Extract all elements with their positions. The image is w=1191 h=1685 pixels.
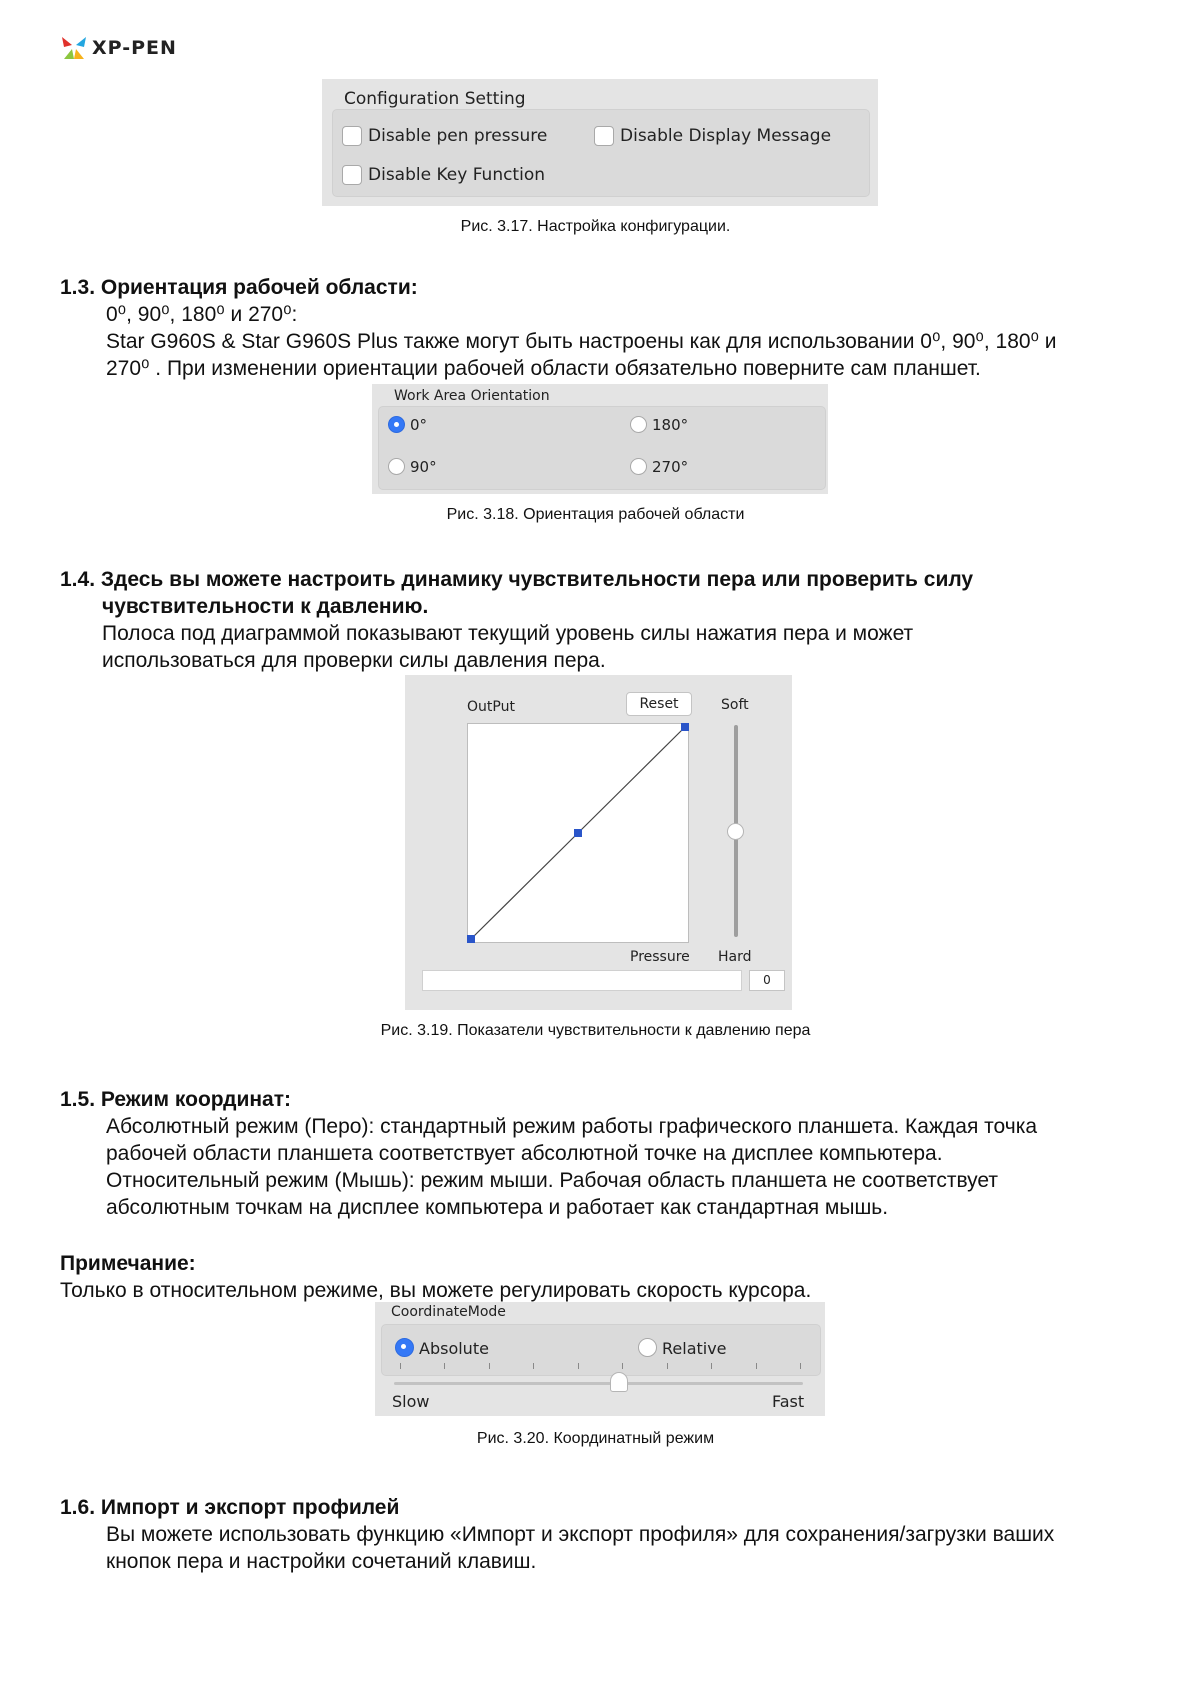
section-1-3-line-1: 0⁰, 90⁰, 180⁰ и 270⁰: xyxy=(106,303,298,326)
note-heading: Примечание: xyxy=(60,1252,196,1275)
hard-label: Hard xyxy=(718,949,752,965)
relative-mode-label[interactable]: Relative xyxy=(662,1339,727,1358)
section-1-4-line-2: использоваться для проверки силы давления пера. xyxy=(102,649,606,672)
disable-key-function-label[interactable]: Disable Key Function xyxy=(368,165,545,185)
caption-fig-3-19: Рис. 3.19. Показатели чувствительности к давлению пера xyxy=(380,1022,811,1039)
section-1-5-line-2: рабочей области планшета соответствует абсолютной точке на дисплее компьютера. xyxy=(106,1142,943,1165)
orientation-180-radio[interactable] xyxy=(630,416,647,433)
caption-fig-3-17: Рис. 3.17. Настройка конфигурации. xyxy=(460,218,731,235)
orientation-270-radio[interactable] xyxy=(630,458,647,475)
orientation-title: Work Area Orientation xyxy=(394,388,550,404)
pressure-axis-label: Pressure xyxy=(630,949,690,965)
speed-tick-mark xyxy=(400,1363,401,1369)
speed-tick-mark xyxy=(578,1363,579,1369)
pressure-sensitivity-panel xyxy=(405,675,792,1010)
orientation-0-radio[interactable] xyxy=(388,416,405,433)
work-area-orientation-panel xyxy=(372,384,828,494)
orientation-90-radio[interactable] xyxy=(388,458,405,475)
section-1-3-heading: 1.3. Ориентация рабочей области: xyxy=(60,276,418,299)
speed-tick-mark xyxy=(533,1363,534,1369)
speed-tick-mark xyxy=(667,1363,668,1369)
speed-tick-mark xyxy=(756,1363,757,1369)
section-1-6-line-1: Вы можете использовать функцию «Импорт и экспорт профиля» для сохранения/загрузки ваших xyxy=(106,1523,1055,1546)
coordinate-mode-panel xyxy=(375,1302,825,1416)
section-1-6-heading: 1.6. Импорт и экспорт профилей xyxy=(60,1496,400,1519)
relative-mode-radio[interactable] xyxy=(638,1338,657,1357)
speed-slider-track[interactable] xyxy=(394,1382,803,1385)
caption-fig-3-20: Рис. 3.20. Координатный режим xyxy=(476,1430,715,1447)
orientation-90-label[interactable]: 90° xyxy=(410,458,437,476)
section-1-4-line-1: Полоса под диаграммой показывают текущий уровень силы нажатия пера и может xyxy=(102,622,914,645)
pressure-curve-chart[interactable] xyxy=(467,723,689,943)
speed-tick-mark xyxy=(489,1363,490,1369)
section-1-5-line-3: Относительный режим (Мышь): режим мыши. Рабочая область планшета не соответствует xyxy=(106,1169,999,1192)
section-1-5-heading: 1.5. Режим координат: xyxy=(60,1088,291,1111)
coordinate-mode-title: CoordinateMode xyxy=(391,1304,506,1320)
curve-control-point[interactable] xyxy=(681,723,689,731)
section-1-4-heading-line-1: 1.4. Здесь вы можете настроить динамику чувствительности пера или проверить силу xyxy=(60,568,974,591)
orientation-0-label[interactable]: 0° xyxy=(410,416,428,434)
speed-tick-mark xyxy=(444,1363,445,1369)
curve-control-point[interactable] xyxy=(574,829,582,837)
disable-display-message-checkbox[interactable] xyxy=(594,126,614,146)
xp-pen-logo-icon xyxy=(60,33,88,63)
disable-key-function-checkbox[interactable] xyxy=(342,165,362,185)
absolute-mode-label[interactable]: Absolute xyxy=(419,1339,489,1358)
configuration-title: Configuration Setting xyxy=(344,89,526,109)
section-1-3-line-2: Star G960S & Star G960S Plus также могут быть настроены как для использовании 0⁰, 90⁰, 180⁰ и xyxy=(106,330,1057,353)
soft-hard-slider-knob[interactable] xyxy=(727,823,744,840)
brand-name: XP-PEN xyxy=(92,37,177,59)
pressure-value-box: 0 xyxy=(749,970,785,991)
orientation-options-box xyxy=(378,406,826,490)
disable-pen-pressure-label[interactable]: Disable pen pressure xyxy=(368,126,548,146)
brand-logo xyxy=(60,28,177,68)
reset-button[interactable]: Reset xyxy=(626,692,692,716)
orientation-270-label[interactable]: 270° xyxy=(652,458,689,476)
speed-slider-knob[interactable] xyxy=(610,1372,628,1392)
caption-fig-3-18: Рис. 3.18. Ориентация рабочей области xyxy=(446,506,745,523)
speed-tick-mark xyxy=(711,1363,712,1369)
disable-display-message-label[interactable]: Disable Display Message xyxy=(620,126,832,146)
section-1-5-line-1: Абсолютный режим (Перо): стандартный режим работы графического планшета. Каждая точка xyxy=(106,1115,1038,1138)
section-1-3-line-3: 270⁰ . При изменении ориентации рабочей области обязательно поверните сам планшет. xyxy=(106,357,981,380)
disable-pen-pressure-checkbox[interactable] xyxy=(342,126,362,146)
output-label: OutPut xyxy=(467,699,515,715)
section-1-6-line-2: кнопок пера и настройки сочетаний клавиш. xyxy=(106,1550,537,1573)
slow-label: Slow xyxy=(392,1392,430,1411)
section-1-4-heading-line-2: чувствительности к давлению. xyxy=(102,595,429,618)
configuration-setting-panel xyxy=(322,79,878,206)
absolute-mode-radio[interactable] xyxy=(395,1338,414,1357)
section-1-5-line-4: абсолютным точкам на дисплее компьютера и работает как стандартная мышь. xyxy=(106,1196,889,1219)
speed-tick-mark xyxy=(622,1363,623,1369)
speed-tick-mark xyxy=(800,1363,801,1369)
curve-control-point[interactable] xyxy=(467,935,475,943)
note-text: Только в относительном режиме, вы можете регулировать скорость курсора. xyxy=(60,1279,812,1302)
fast-label: Fast xyxy=(772,1392,805,1411)
soft-label: Soft xyxy=(721,697,749,713)
orientation-180-label[interactable]: 180° xyxy=(652,416,689,434)
pressure-level-bar xyxy=(422,970,742,991)
